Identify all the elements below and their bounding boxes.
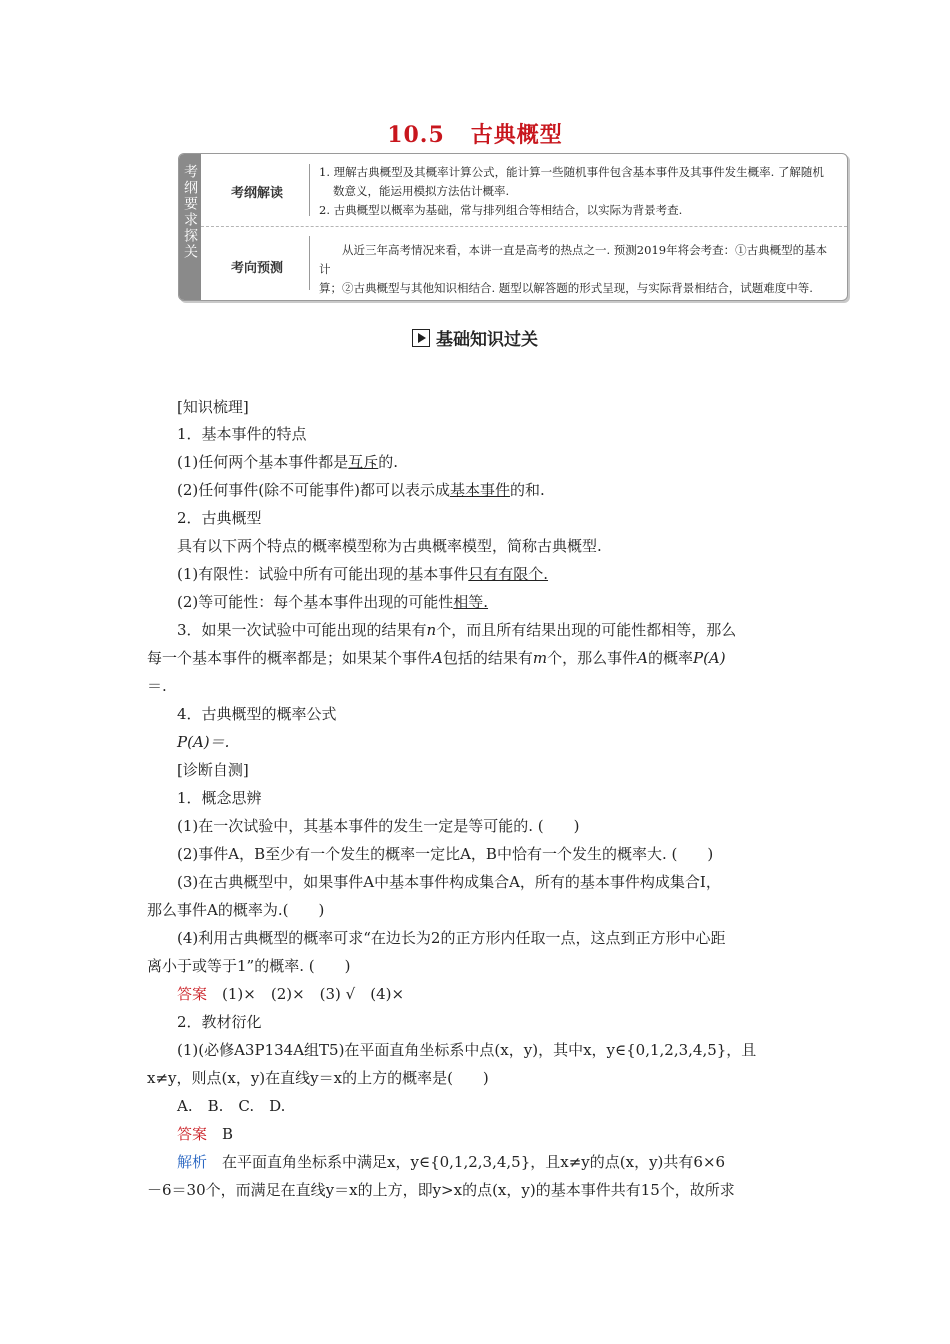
- underlined-answer: 互斥: [348, 453, 379, 471]
- paragraph-line: [177, 563, 548, 585]
- paragraph-line: [147, 647, 726, 669]
- text: 的.: [378, 453, 399, 471]
- variable: A: [637, 649, 648, 667]
- text: 的和.: [509, 481, 545, 499]
- paragraph-line: [177, 591, 488, 613]
- answer-text: (1)× (2)× (3) √ (4)×: [222, 985, 405, 1003]
- section-number: 10.5: [387, 122, 445, 148]
- explanation-line: [177, 1151, 725, 1173]
- paragraph-line: ＝.: [147, 677, 167, 695]
- page-title: [0, 118, 950, 149]
- formula-line: P(A)＝.: [177, 733, 230, 751]
- variable: m: [532, 649, 548, 667]
- underlined-answer: 基本事件: [449, 481, 510, 499]
- answer-label: 答案: [177, 1125, 208, 1143]
- text-line: 从近三年高考情况来看，本讲一直是高考的热点之一. 预测2019年将会考查：①古典概型的基本计: [319, 243, 828, 276]
- text: (2)任何事件(除不可能事件)都可以表示成: [177, 481, 450, 499]
- paragraph-line: [177, 619, 736, 641]
- variable: n: [426, 621, 437, 639]
- requirements-row-forecast: [201, 226, 847, 300]
- paragraph-line: [177, 479, 545, 501]
- paragraph-line: [177, 451, 398, 473]
- item-heading: 2．古典概型: [177, 509, 262, 527]
- answer-line: [177, 1123, 233, 1145]
- text-line: 1. 理解古典概型及其概率计算公式，能计算一些随机事件包含基本事件及其事件发生概率. 了解随机: [319, 165, 824, 179]
- explanation-label: 解析: [177, 1153, 208, 1171]
- divider: [309, 164, 310, 216]
- question-line: (1)(必修A3P134A组T5)在平面直角坐标系中点(x，y)，其中x，y∈{0,1,2,3,4,5}，且: [177, 1041, 757, 1059]
- play-icon: [412, 329, 430, 347]
- item-heading: 4．古典概型的概率公式: [177, 705, 337, 723]
- section-header-text: 基础知识过关: [436, 330, 538, 350]
- requirements-row-outline: [201, 154, 847, 227]
- question-line: (4)利用古典概型的概率可求“在边长为2的正方形内任取一点，这点到正方形中心距: [177, 929, 726, 947]
- text-line: 2. 古典概型以概率为基础，常与排列组合等相结合，以实际为背景考查.: [319, 203, 683, 217]
- underlined-answer: 相等.: [453, 593, 489, 611]
- answer-text: B: [222, 1125, 234, 1143]
- question-line: x≠y，则点(x，y)在直线y＝x的上方的概率是( ): [147, 1069, 489, 1087]
- answer-line: [177, 983, 404, 1005]
- item-heading: 1．概念思辨: [177, 789, 262, 807]
- requirements-row-text: [319, 163, 835, 220]
- text: 包括的结果有: [442, 649, 533, 667]
- underlined-answer: 只有有限个.: [468, 565, 549, 583]
- question-line: 那么事件A的概率为.( ): [147, 901, 325, 919]
- question-line: 离小于或等于1”的概率. ( ): [147, 957, 351, 975]
- subsection-heading: [知识梳理]: [177, 398, 249, 416]
- variable: A: [432, 649, 443, 667]
- question-line: (2)事件A，B至少有一个发生的概率一定比A，B中恰有一个发生的概率大. ( ): [177, 845, 714, 863]
- divider: [309, 236, 310, 290]
- subsection-heading: [诊断自测]: [177, 761, 249, 779]
- paragraph-line: 具有以下两个特点的概率模型称为古典概率模型，简称古典概型.: [177, 537, 602, 555]
- explanation-text: 在平面直角坐标系中满足x，y∈{0,1,2,3,4,5}，且x≠y的点(x，y)共有6×6: [222, 1153, 726, 1171]
- text: (2)等可能性：每个基本事件出现的可能性: [177, 593, 454, 611]
- question-line: (3)在古典概型中，如果事件A中基本事件构成集合A，所有的基本事件构成集合I，: [177, 873, 721, 891]
- text: (1)有限性：试验中所有可能出现的基本事件: [177, 565, 469, 583]
- text: 个，那么事件: [547, 649, 638, 667]
- requirements-row-label: 考纲解读: [230, 186, 283, 201]
- text: (1)任何两个基本事件都是: [177, 453, 349, 471]
- answer-label: 答案: [177, 985, 208, 1003]
- text-line: 数意义，能运用模拟方法估计概率.: [333, 184, 510, 198]
- question-line: (1)在一次试验中，其基本事件的发生一定是等可能的. ( ): [177, 817, 580, 835]
- text: 3．如果一次试验中可能出现的结果有: [177, 621, 427, 639]
- variable: P(A): [692, 649, 726, 667]
- requirements-side-tab: [179, 154, 201, 300]
- text: 每一个基本事件的概率都是；如果某个事件: [147, 649, 433, 667]
- text: 的概率: [647, 649, 693, 667]
- section-header: [0, 325, 950, 350]
- requirements-row-label: 考向预测: [230, 261, 283, 276]
- requirements-box: [178, 153, 848, 301]
- item-heading: 2．教材衍化: [177, 1013, 262, 1031]
- text-line: 算；②古典概型与其他知识相结合. 题型以解答题的形式呈现，与实际背景相结合，试题难度中等.: [319, 281, 813, 295]
- item-heading: 1．基本事件的特点: [177, 425, 307, 443]
- section-title: 古典概型: [470, 122, 563, 148]
- text: 个，而且所有结果出现的可能性都相等，那么: [436, 621, 737, 639]
- requirements-row-text: [319, 241, 835, 298]
- requirements-side-label: 考纲要求探关: [182, 164, 198, 260]
- options-line: A. B. C. D.: [177, 1097, 286, 1115]
- explanation-line: －6＝30个，而满足在直线y＝x的上方，即y>x的点(x，y)的基本事件共有15个，故所求: [147, 1181, 735, 1199]
